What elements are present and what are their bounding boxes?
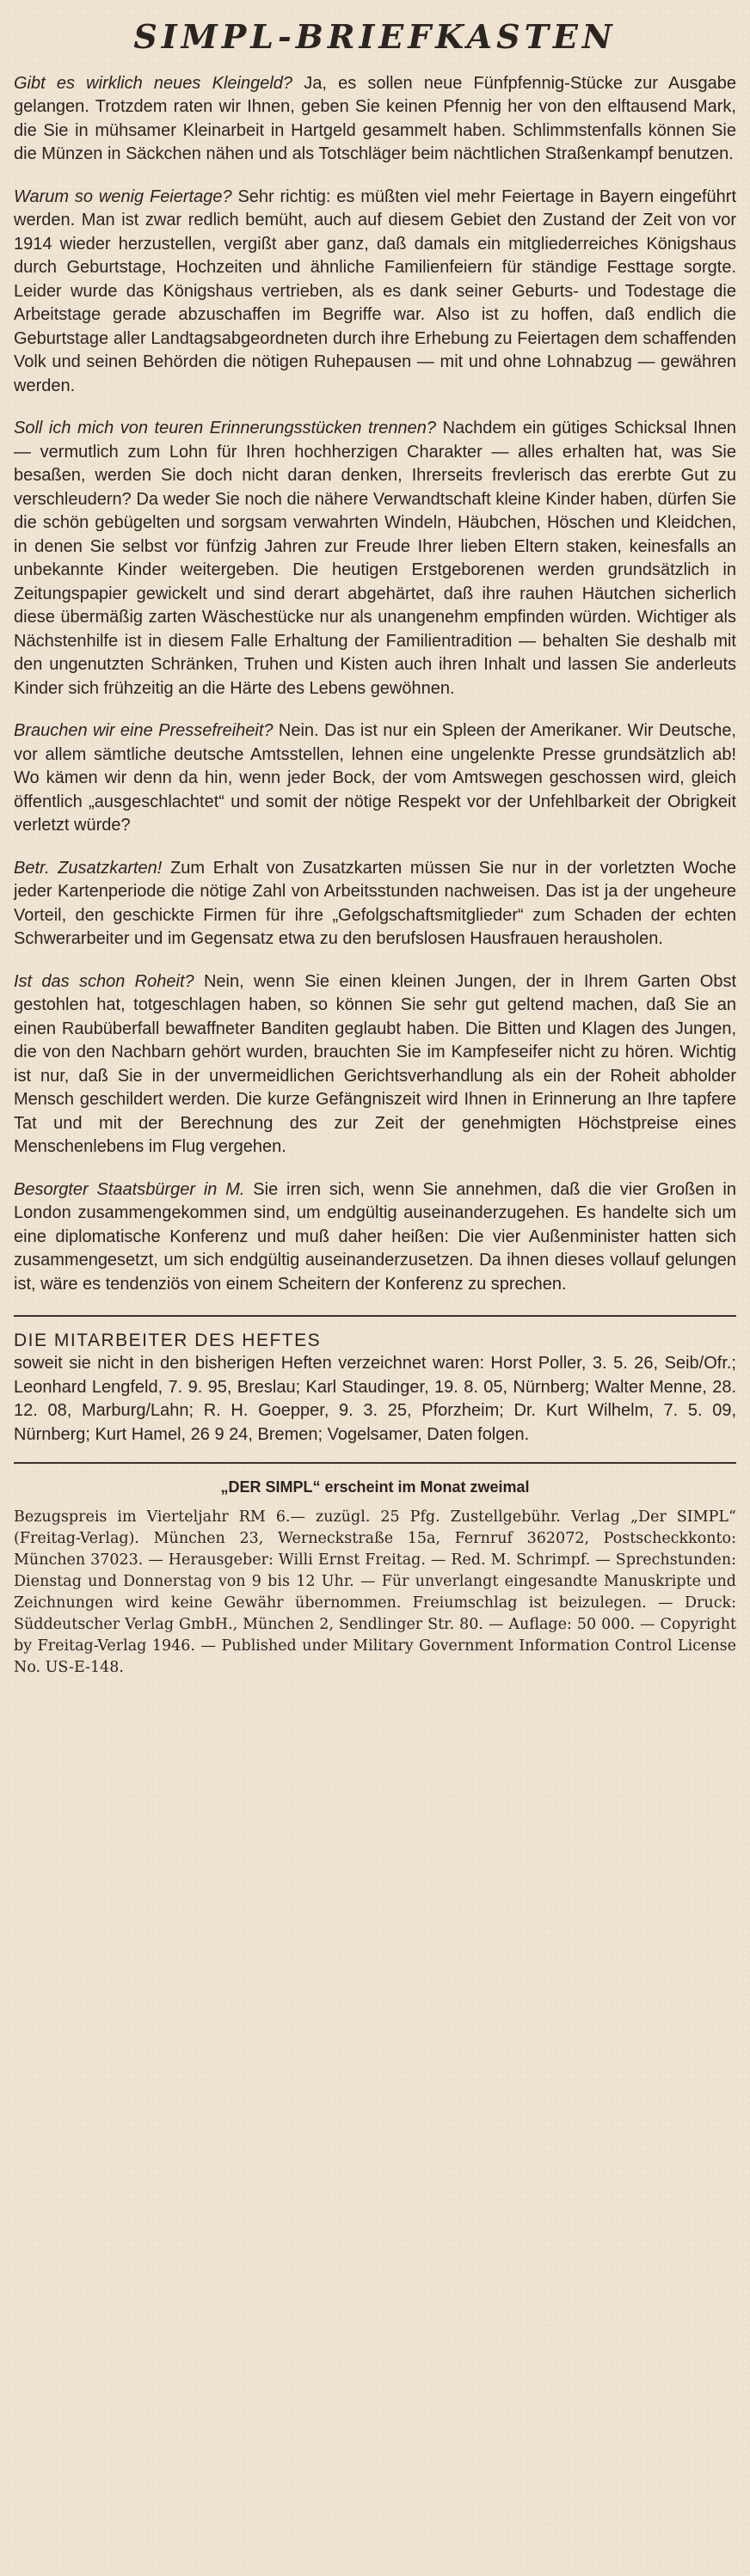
letter-entry — [14, 1178, 736, 1297]
letters-section — [14, 72, 736, 1297]
letter-entry — [14, 970, 736, 1160]
letter-answer: Nachdem ein gütiges Schicksal Ihnen — vermutlich zum Lohn für Ihren hochherzigen Charakter — alles erhalten hat, was Sie besaßen, werden Sie doch nicht daran denken, Ihrerseits frevlerisch das ererbte Gut zu verschleudern? Da weder Sie noch die nähere Verwandtschaft kleine Kinder haben, dürfen Sie die schön gebügelten und sorgsam verwahrten Windeln, Häubchen, Höschen und Kleidchen, in denen Sie selbst vor fünfzig Jahren zur Freude Ihrer lieben Eltern staken, keinesfalls an unbekannte Kinder weitergeben. Die heutigen Erstgeborenen werden grundsätzlich in Zeitungspapier gewickelt und sind derart abgehärtet, daß ihre rauhen Häutchen sicherlich diese übermäßig zarten Wäschestücke nur als unangenehm empfinden würden. Wichtiger als Nächstenhilfe ist in diesem Falle Erhaltung der Familientradition — behalten Sie deshalb mit den ungenutzten Schränken, Truhen und Kisten auch ihren Inhalt und lassen Sie anderleuts Kinder sich frühzeitig an die Härte des Lebens gewöhnen. — [14, 419, 736, 698]
contributors-text: soweit sie nicht in den bisherigen Heften verzeichnet waren: Horst Poller, 3. 5. 26, Seib/Ofr.; Leonhard Lengfeld, 7. 9. 95, Breslau; Karl Staudinger, 19. 8. 05, Nürnberg; Walter Menne, 28. 12. 08, Marburg/Lahn; R. H. Goepper, 9. 3. 25, Pforzheim; Dr. Kurt Wilhelm, 7. 5. 09, Nürnberg; Kurt Hamel, 26 9 24, Bremen; Vogelsamer, Daten folgen. — [14, 1354, 736, 1444]
letter-question: Warum so wenig Feiertage? — [14, 187, 232, 206]
letter-answer: Nein, wenn Sie einen kleinen Jungen, der in Ihrem Garten Obst gestohlen hat, totgeschlagen haben, so können Sie sehr gut geltend machen, daß Sie an einen Raubüberfall bewaffneter Banditen geglaubt haben. Die Bitten und Klagen des Jungen, die von den Nachbarn gehört wurden, brauchten Sie im Kampfeseifer nicht zu hören. Wichtig ist nur, daß Sie in der unvermeidlichen Gerichtsverhandlung als ein der Roheit abholder Mensch geschildert werden. Die kurze Gefängniszeit wird Ihnen in Erinnerung an Ihre tapfere Tat und mit der Berechnung des zur Zeit der genehmigten Höchstpreise eines Menschenlebens im Flug vergehen. — [14, 971, 737, 1157]
publishing-section — [14, 1476, 736, 1679]
letter-question: Brauchen wir eine Pressefreiheit? — [14, 721, 274, 741]
letter-question: Betr. Zusatzkarten! — [14, 858, 163, 878]
publishing-heading: „DER SIMPL“ erscheint im Monat zweimal — [220, 1478, 530, 1496]
letter-question: Gibt es wirklich neues Kleingeld? — [14, 73, 293, 93]
letter-question: Besorgter Staatsbürger in M. — [14, 1179, 245, 1199]
contributors-heading: DIE MITARBEITER DES HEFTES — [14, 1331, 322, 1351]
letter-entry — [14, 186, 736, 399]
letter-question: Soll ich mich von teuren Erinnerungsstücken trennen? — [14, 419, 437, 438]
masthead-title: SIMPL-BRIEFKASTEN — [133, 17, 617, 56]
contributors-section — [14, 1329, 736, 1447]
letter-answer: Sehr richtig: es müßten viel mehr Feiertage in Bayern eingeführt werden. Man ist zwar redlich bemüht, auch auf diesem Gebiet den Zustand der Zeit von vor 1914 wieder herzustellen, vergißt aber ganz, daß damals ein mitgliederreiches Königshaus durch Geburtstage, Hochzeiten und ähnliche Familienfeiern für ständige Festtage sorgte. Leider wurde das Königshaus vertrieben, als es dank seiner Geburts- und Todestage die Arbeitstage gerade abzuschaffen im Begriffe war. Also ist zu hoffen, daß endlich die Geburtstage aller Landtagsabgeordneten durch ihre Erhebung zu Feiertagen dem schaffenden Volk und seinen Behörden die nötigen Ruhepausen — mit und ohne Lohnabzug — gewähren werden. — [14, 187, 737, 395]
letter-entry — [14, 857, 736, 951]
letter-entry — [14, 72, 736, 167]
letter-question: Ist das schon Roheit? — [14, 971, 194, 991]
letter-answer: Ja, es sollen neue Fünfpfennig-Stücke zur Ausgabe gelangen. Trotzdem raten wir Ihnen, geben Sie keinen Pfennig her von den elftausend Mark, die Sie in mühsamer Kleinarbeit in Hartgeld gesammelt haben. Schlimmstenfalls können Sie die Münzen in Säckchen nähen und als Totschläger beim nächtlichen Straßenkampf benutzen. — [14, 73, 736, 164]
letter-answer: Sie irren sich, wenn Sie annehmen, daß die vier Großen in London zusammengekommen sind, um endgültig auseinanderzugehen. Es handelte sich um eine diplomatische Konferenz und muß daher heißen: Die vier Außenminister hatten sich zusammengesetzt, um sich endgültig auseinanderzusetzen. Da ihnen dieses vollauf gelungen ist, wäre es tendenziös von einem Scheitern der Konferenz zu sprechen. — [14, 1179, 736, 1294]
letter-entry — [14, 417, 736, 701]
letter-answer: Nein. Das ist nur ein Spleen der Amerikaner. Wir Deutsche, vor allem sämtliche deutsche Amtsstellen, lehnen eine ungelenkte Presse grundsätzlich ab! Wo kämen wir denn da hin, wenn jeder Bock, der vom Amtswegen geschossen wird, gleich öffentlich „ausgeschlachtet“ und somit der nötige Respekt vor der Unfehlbarkeit der Obrigkeit verletzt würde? — [14, 721, 736, 835]
letter-answer: Zum Erhalt von Zusatzkarten müssen Sie nur in der vorletzten Woche jeder Kartenperiode die nötige Zahl von Arbeitsstunden nachweisen. Das ist ja der ungeheure Vorteil, den geschickte Firmen für ihre „Gefolgschaftsmitglieder“ zum Schaden der echten Schwerarbeiter und im Gegensatz etwa zu den berufslosen Hausfrauen herausholen. — [14, 858, 737, 949]
letter-entry — [14, 719, 736, 838]
section-divider — [14, 1315, 736, 1317]
publishing-text: Bezugspreis im Vierteljahr RM 6.— zuzügl. 25 Pfg. Zustellgebühr. Verlag „Der SIMPL“ (Freitag-Verlag). München 23, Werneckstraße 15a, Fernruf 362072, Postscheckkonto: München 37023. — Herausgeber: Willi Ernst Freitag. — Red. M. Schrimpf. — Sprechstunden: Dienstag und Donnerstag von 9 bis 12 Uhr. — Für unverlangt eingesandte Manuskripte und Zeichnungen wird keine Gewähr übernommen. Freiumschlag ist beizulegen. — Druck: Süddeutscher Verlag GmbH., München 2, Sendlinger Str. 80. — Auflage: 50 000. — Copyright by Freitag-Verlag 1946. — Published under Military Government Information Control License No. US-E-148. — [14, 1508, 736, 1677]
section-divider — [14, 1462, 736, 1464]
